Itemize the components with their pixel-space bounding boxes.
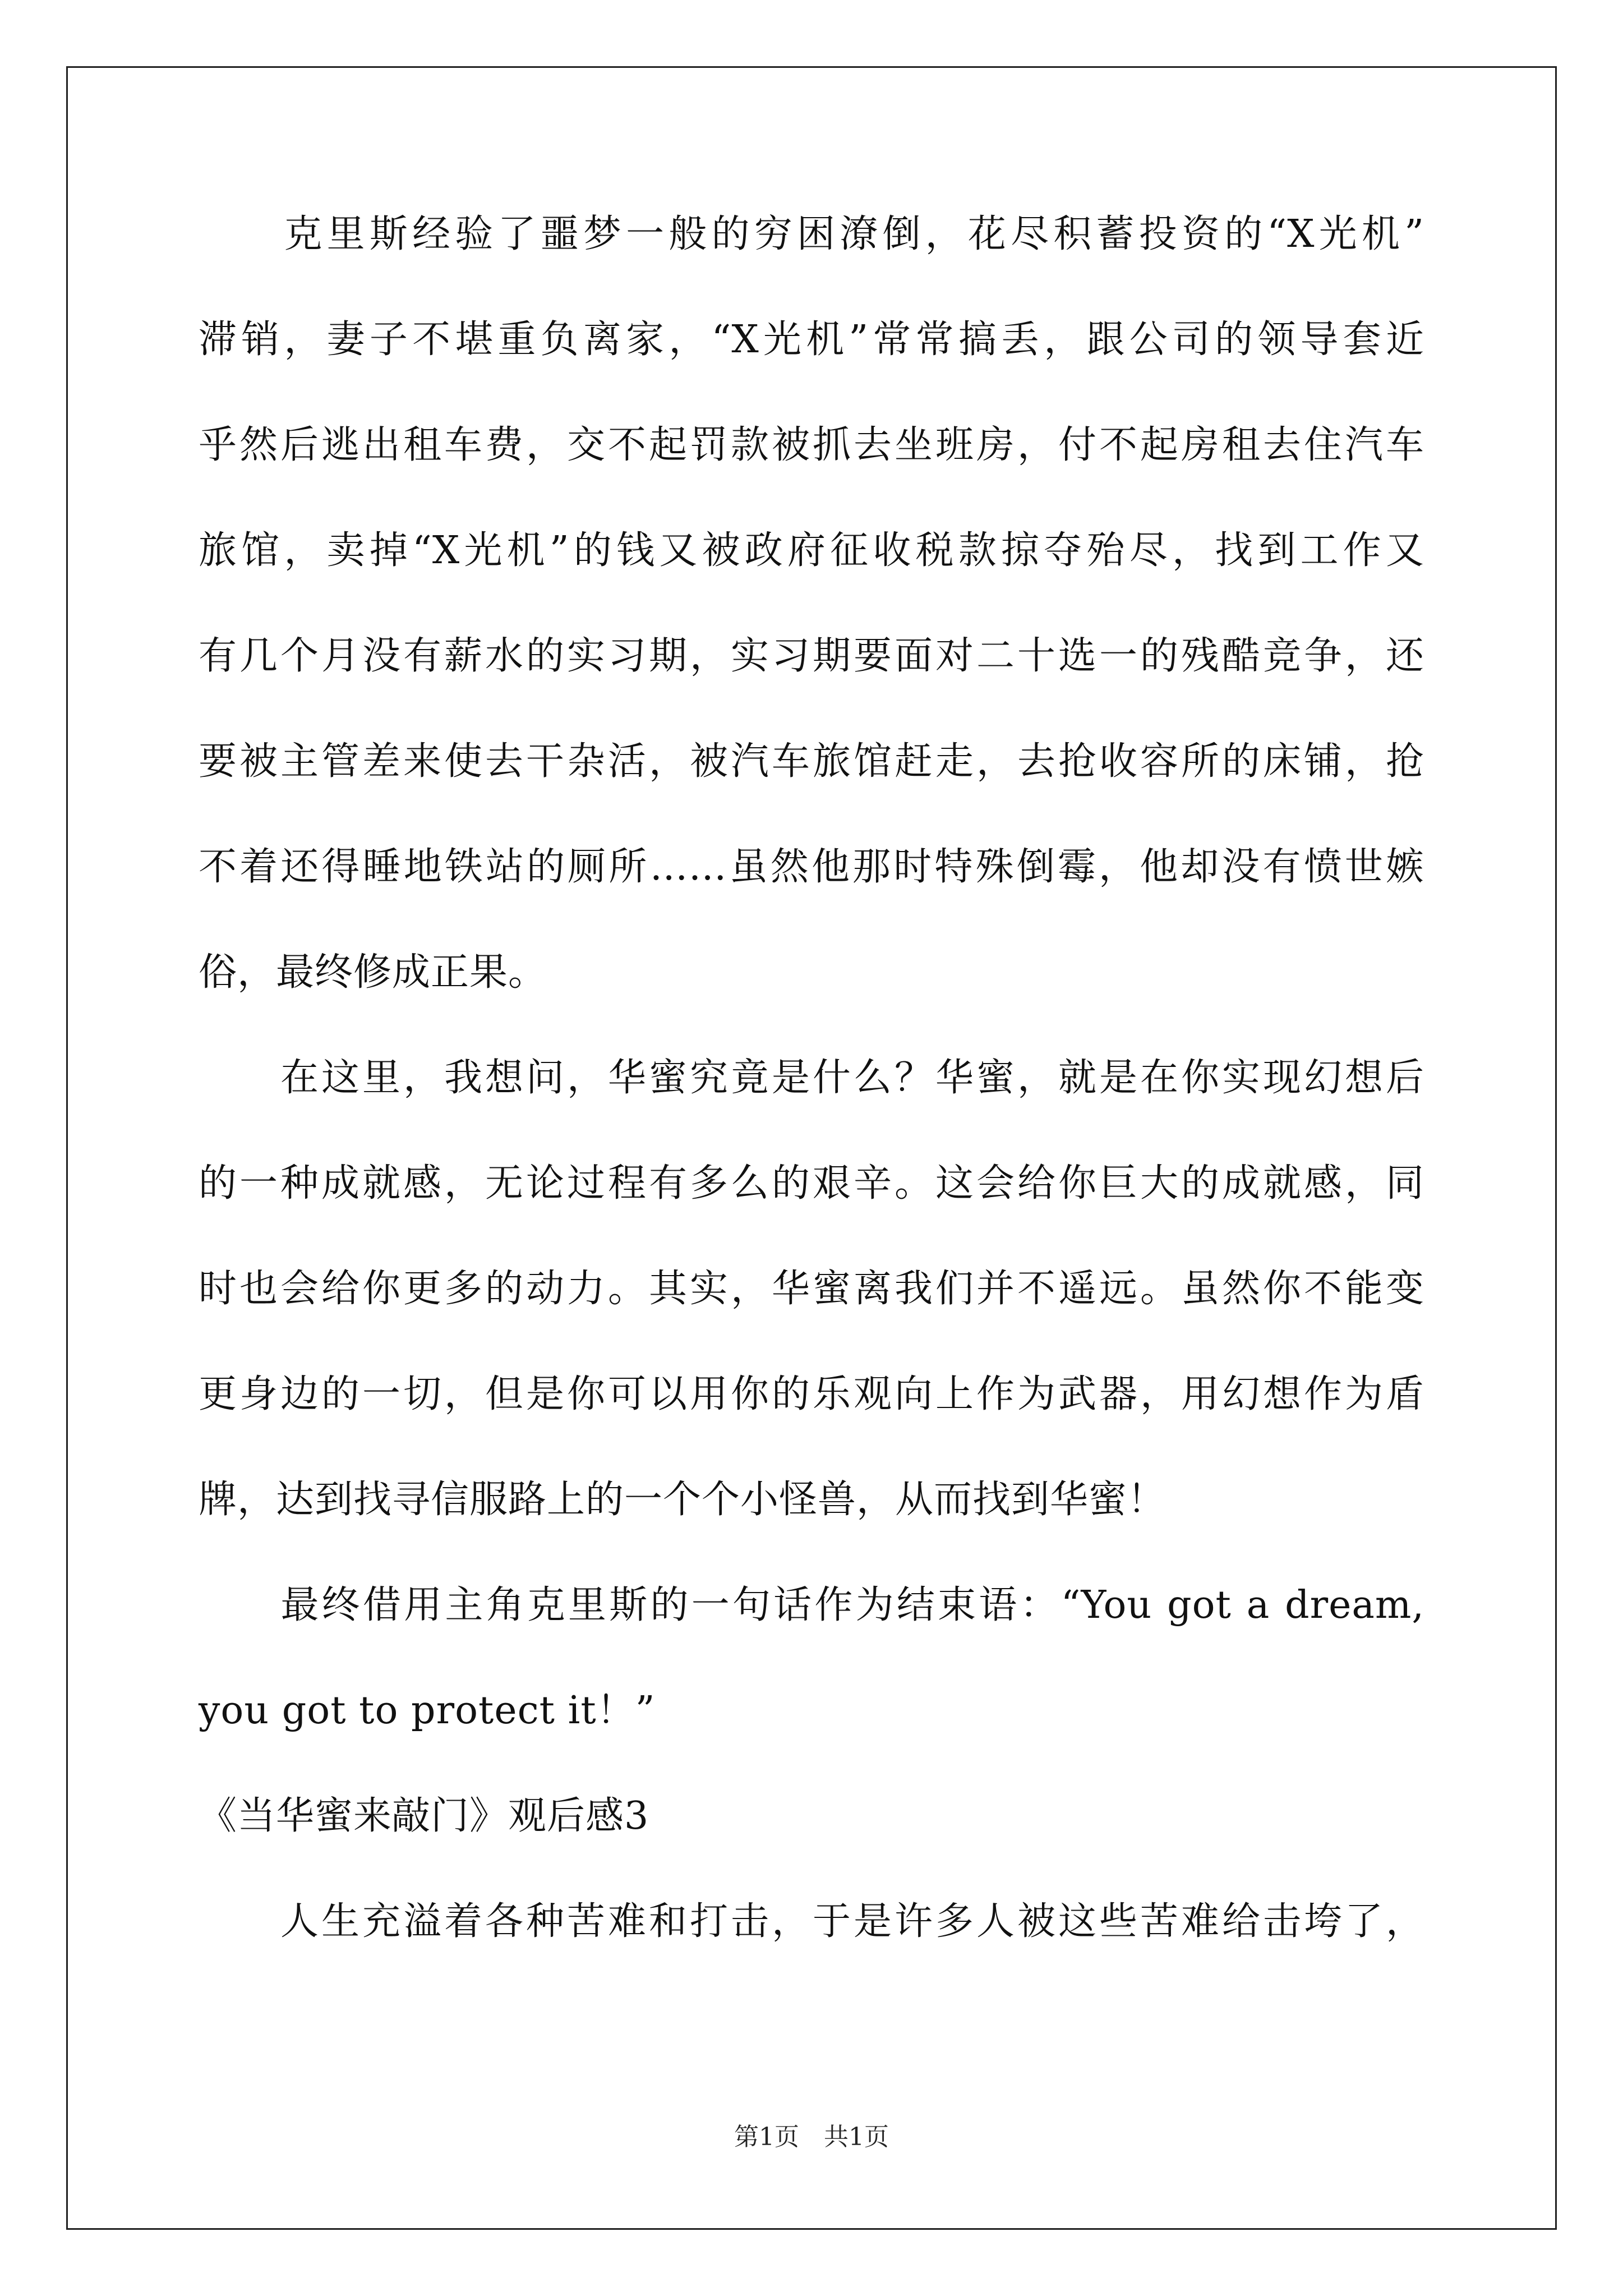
text-line: 有几个月没有薪水的实习期，实习期要面对二十选一的残酷竞争，还 xyxy=(199,634,1424,678)
text-line: 滞销，妻子不堪重负离家，“X光机”常常搞丢，跟公司的领导套近 xyxy=(199,318,1424,362)
text-line: 在这里，我想问，华蜜究竟是什么？华蜜，就是在你实现幻想后 xyxy=(199,1056,1424,1100)
text-line: 牌，达到找寻信服路上的一个个小怪兽，从而找到华蜜！ xyxy=(199,1478,1166,1522)
text-line: 不着还得睡地铁站的厕所……虽然他那时特殊倒霉，他却没有愤世嫉 xyxy=(199,845,1424,889)
text-line: 克里斯经验了噩梦一般的穷困潦倒，花尽积蓄投资的“X光机” xyxy=(199,212,1424,256)
text-line: 人生充溢着各种苦难和打击，于是许多人被这些苦难给击垮了， xyxy=(199,1899,1424,1944)
section-heading: 《当华蜜来敲门》观后感3 xyxy=(199,1794,649,1838)
text-line: 的一种成就感，无论过程有多么的艰辛。这会给你巨大的成就感，同 xyxy=(199,1161,1424,1205)
text-line: 旅馆，卖掉“X光机”的钱又被政府征收税款掠夺殆尽，找到工作又 xyxy=(199,528,1424,573)
text-line: you got to protect it！” xyxy=(199,1688,656,1733)
text-line: 时也会给你更多的动力。其实，华蜜离我们并不遥远。虽然你不能变 xyxy=(199,1267,1424,1311)
text-line: 要被主管差来使去干杂活，被汽车旅馆赶走，去抢收容所的床铺，抢 xyxy=(199,739,1424,784)
page-number-footer: 第1页 共1页 xyxy=(734,2123,889,2151)
text-line: 更身边的一切，但是你可以用你的乐观向上作为武器，用幻想作为盾 xyxy=(199,1372,1424,1416)
text-line: 乎然后逃出租车费，交不起罚款被抓去坐班房，付不起房租去住汽车 xyxy=(199,423,1424,467)
text-line: 最终借用主角克里斯的一句话作为结束语：“You got a dream, xyxy=(199,1583,1424,1627)
text-line: 俗，最终修成正果。 xyxy=(199,950,547,995)
